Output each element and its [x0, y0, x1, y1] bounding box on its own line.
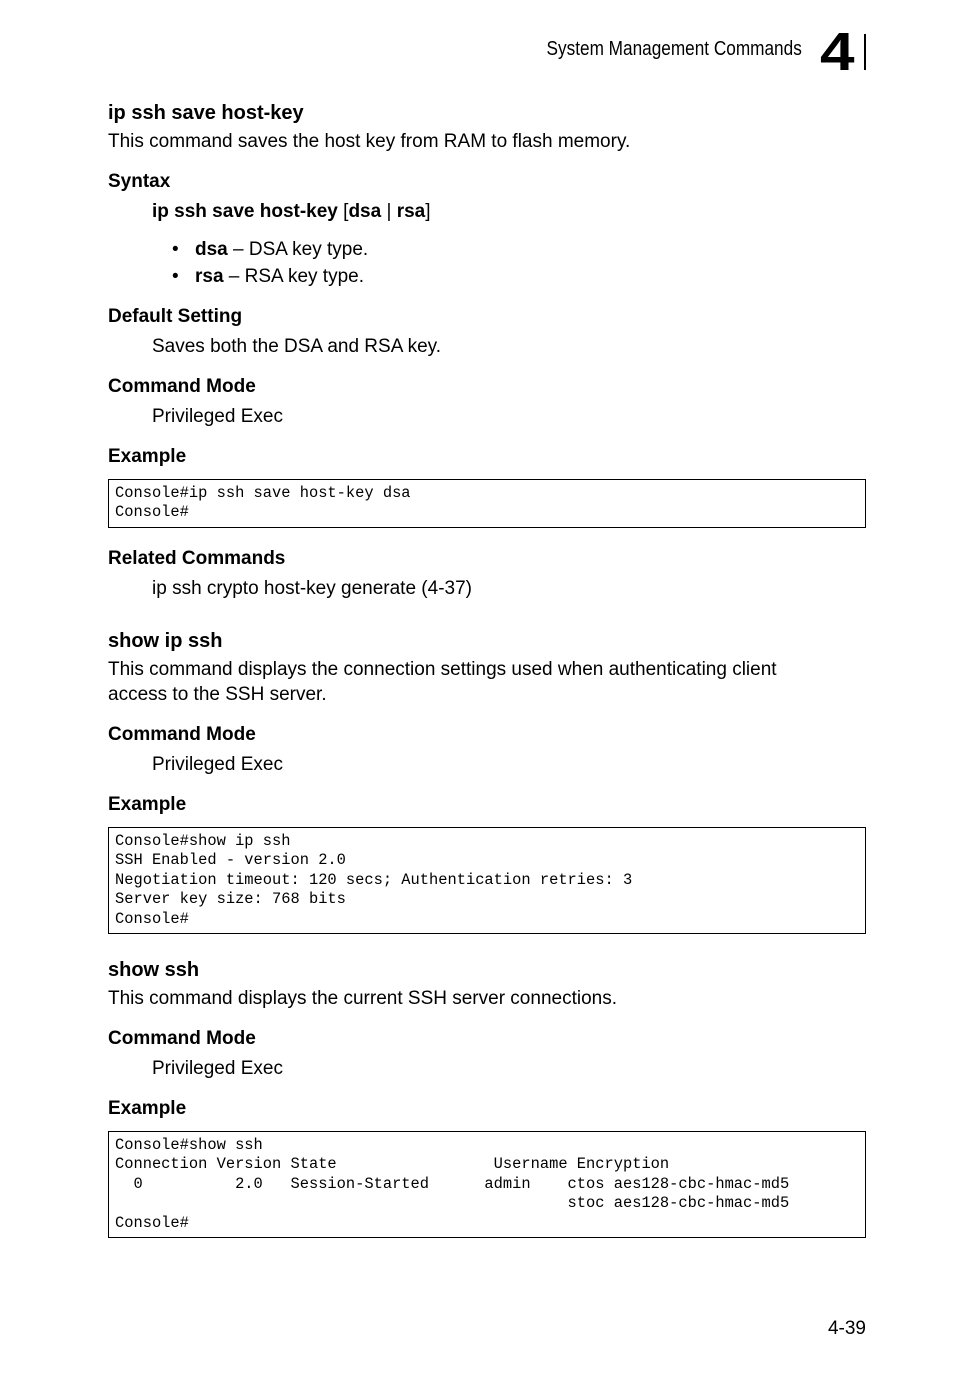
mode-text: Privileged Exec: [152, 754, 283, 775]
code-line: Server key size: 768 bits: [115, 890, 346, 909]
related-text: ip ssh crypto host-key generate (4-37): [152, 578, 472, 599]
syntax-command: ip ssh save host-key: [152, 201, 338, 222]
command-title: show ssh: [108, 959, 200, 981]
param-name: rsa: [195, 266, 224, 287]
command-description: This command displays the connection settings used when authenticating client: [108, 659, 777, 680]
mode-heading: Command Mode: [108, 1028, 256, 1049]
code-line: stoc aes128-cbc-hmac-md5: [115, 1194, 790, 1213]
syntax-line: [152, 201, 431, 223]
syntax-bracket-close: ]: [425, 201, 431, 222]
param-item: [195, 266, 364, 288]
default-heading: Default Setting: [108, 306, 243, 327]
code-line: Console#show ssh: [115, 1136, 263, 1154]
syntax-heading: Syntax: [108, 171, 171, 192]
running-header-title: System Management Commands: [546, 38, 802, 60]
example-heading: Example: [108, 794, 187, 815]
code-line: Console#: [115, 503, 189, 522]
param-desc: – DSA key type.: [227, 239, 369, 260]
command-description: This command displays the current SSH server connections.: [108, 988, 617, 1009]
bullet-icon: •: [172, 239, 179, 260]
page-number: 4-39: [827, 1318, 866, 1339]
code-line: Console#: [115, 909, 189, 928]
code-example: [108, 827, 866, 934]
syntax-option-rsa: rsa: [396, 201, 426, 222]
param-desc: – RSA key type.: [223, 266, 364, 287]
command-title: show ip ssh: [108, 630, 223, 652]
default-text: Saves both the DSA and RSA key.: [152, 336, 442, 357]
code-example: [108, 479, 866, 528]
code-line: Console#: [115, 1213, 189, 1232]
syntax-bracket-open: [: [337, 201, 349, 222]
param-item: [195, 239, 368, 261]
param-name: dsa: [195, 239, 228, 260]
syntax-separator: |: [381, 201, 397, 222]
mode-text: Privileged Exec: [152, 406, 283, 427]
chapter-divider: [864, 34, 866, 70]
code-line: Connection Version State Username Encryption: [115, 1155, 670, 1174]
example-heading: Example: [108, 446, 187, 467]
mode-heading: Command Mode: [108, 376, 256, 397]
related-heading: Related Commands: [108, 548, 286, 569]
command-description: access to the SSH server.: [108, 684, 327, 705]
chapter-number: 4: [820, 22, 855, 82]
mode-text: Privileged Exec: [152, 1058, 283, 1079]
syntax-option-dsa: dsa: [348, 201, 382, 222]
example-heading: Example: [108, 1098, 187, 1119]
code-line: 0 2.0 Session-Started admin ctos aes128-cbc-hmac-md5: [115, 1174, 790, 1193]
command-title: ip ssh save host-key: [108, 102, 304, 124]
command-description: This command saves the host key from RAM to flash memory.: [108, 131, 631, 152]
code-line: Console#ip ssh save host-key dsa: [115, 484, 411, 502]
bullet-icon: •: [172, 266, 179, 287]
code-line: Console#show ip ssh: [115, 832, 291, 850]
code-line: SSH Enabled - version 2.0: [115, 851, 346, 870]
code-example: [108, 1131, 866, 1238]
code-line: Negotiation timeout: 120 secs; Authentication retries: 3: [115, 870, 633, 889]
mode-heading: Command Mode: [108, 724, 256, 745]
